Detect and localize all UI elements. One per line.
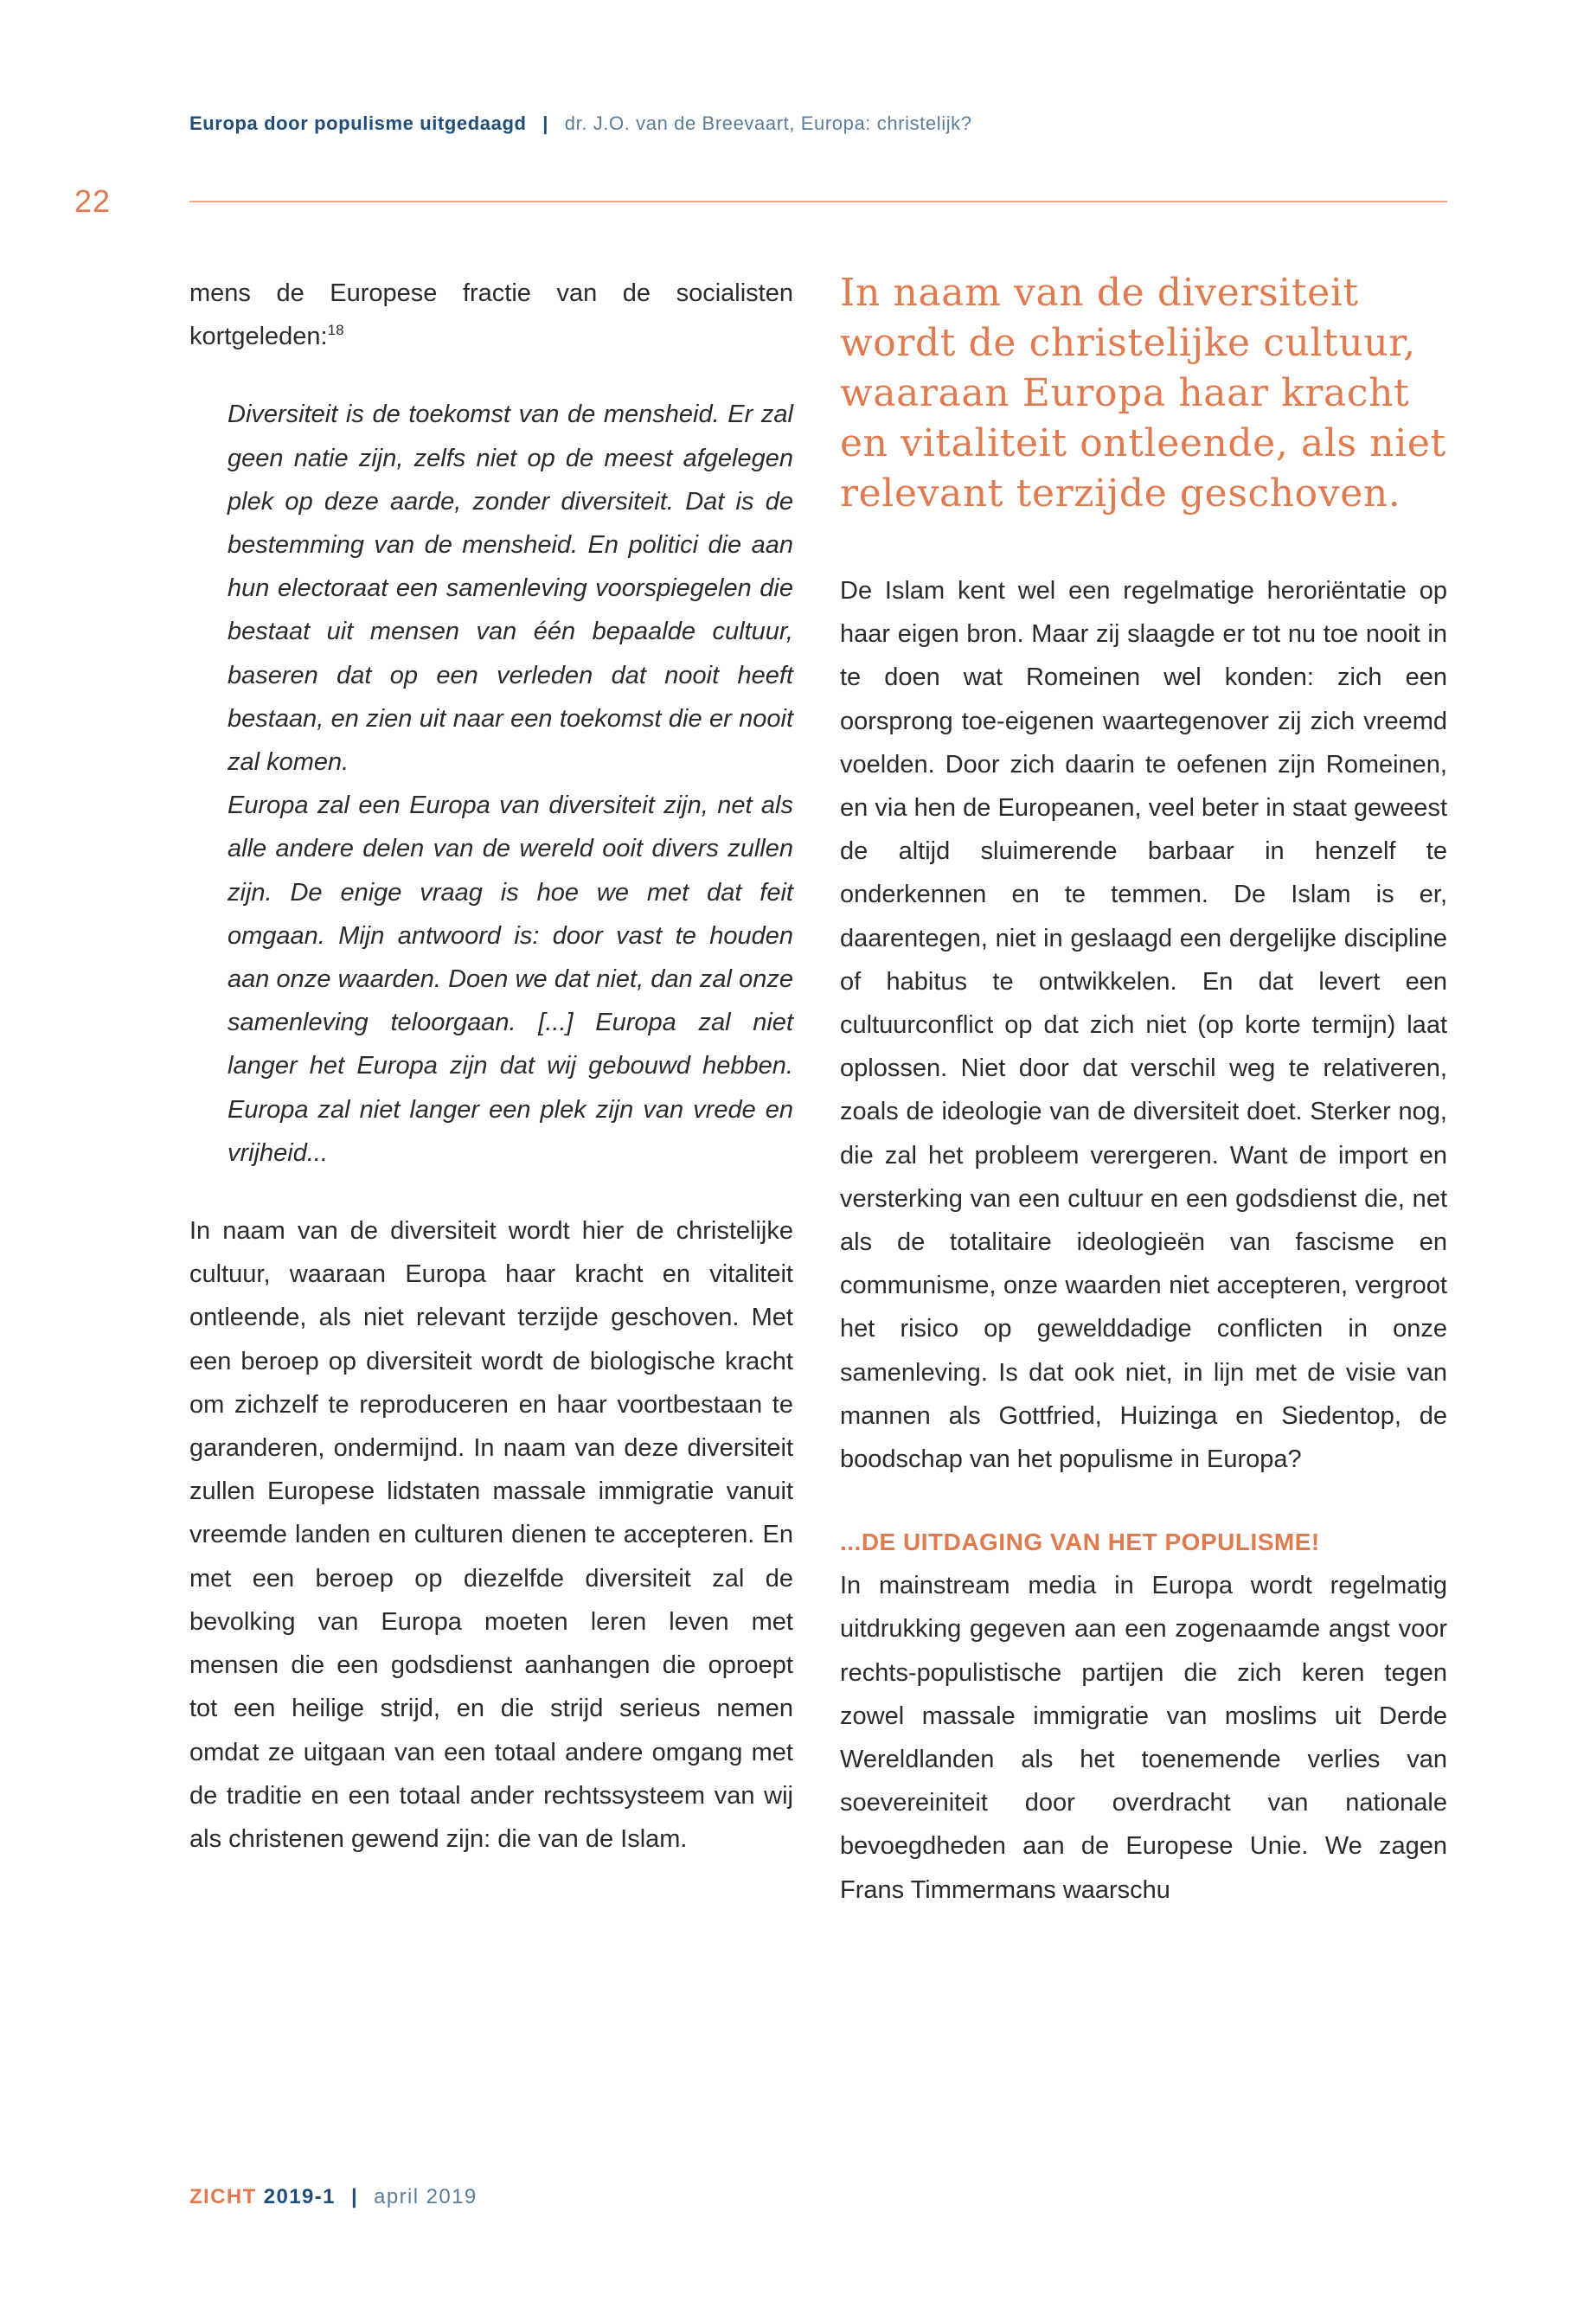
footer-issue: 2019-1 xyxy=(263,2185,336,2208)
intro-text-content: mens de Europese fractie van de socialisten kortgeleden: xyxy=(189,279,793,351)
pull-quote: In naam van de diversiteit wordt de christelijke cultuur, waaraan Europa haar kracht en vitaliteit ontleende, als niet relevant terzijde geschoven. xyxy=(840,271,1446,516)
intro-text xyxy=(189,272,793,358)
block-quote xyxy=(228,393,793,1175)
right-paragraph-2: In mainstream media in Europa wordt regelmatig uitdrukking gegeven aan een zogenaamde angst voor rechts-populistische partijen die zich keren tegen zowel massale immigratie van moslims uit Derde Wereldlanden als het toenemende verlies van soevereiniteit door overdracht van nationale bevoegdheden aan de Europese Unie. We zagen Frans Timmermans waarschu xyxy=(840,1572,1447,1904)
footer-magazine: ZICHT xyxy=(189,2185,257,2208)
left-paragraph: In naam van de diversiteit wordt hier de christelijke cultuur, waaraan Europa haar kracht en vitaliteit ontleende, als niet relevant terzijde geschoven. Met een beroep op diversiteit wordt de biologische kracht om zichzelf te reproduceren en haar voortbestaan te garanderen, ondermijnd. In naam van deze diversiteit zullen Europese lidstaten massale immigratie vanuit vreemde landen en culturen dienen te accepteren. En met een beroep op diezelfde diversiteit zal de bevolking van Europa moeten leren leven met mensen die een godsdienst aanhangen die oproept tot een heilige strijd, en die strijd serieus nemen omdat ze uitgaan van een totaal andere omgang met de traditie en een totaal ander rechtssysteem van wij als christenen gewend zijn: die van de Islam. xyxy=(189,1217,793,1853)
header-title: Europa door populisme uitgedaagd xyxy=(189,112,527,134)
footer-separator: | xyxy=(350,2185,359,2208)
right-paragraph-1: De Islam kent wel een regelmatige heroriëntatie op haar eigen bron. Maar zij slaagde er tot nu toe nooit in te doen wat Romeinen wel konden: zich een oorsprong toe-eigenen waartegenover zij zich vreemd voelden. Door zich daarin te oefenen zijn Romeinen, en via hen de Europeanen, veel beter in staat geweest de altijd sluimerende barbaar in henzelf te onderkennen en te temmen. De Islam is er, daarentegen, niet in geslaagd een dergelijke discipline of habitus te ontwikkelen. En dat levert een cultuurconflict op dat zich niet (op korte termijn) laat oplossen. Niet door dat verschil weg te relativeren, zoals de ideologie van de diversiteit doet. Sterker nog, die zal het probleem verergeren. Want de import en versterking van een cultuur en een godsdienst die, net als de totalitaire ideologieën van fascisme en communisme, onze waarden niet accepteren, vergroot het risico op gewelddadige conflicten in onze samenleving. Is dat ook niet, in lijn met de visie van mannen als Gottfried, Huizinga en Siedentop, de boodschap van het populisme in Europa? xyxy=(840,577,1447,1474)
header-rule xyxy=(189,201,1447,202)
section-heading: ...DE UITDAGING VAN HET POPULISME! xyxy=(840,1529,1320,1556)
running-header xyxy=(189,112,972,135)
page-number: 22 xyxy=(74,183,112,219)
left-column xyxy=(189,272,793,1861)
header-subtitle: dr. J.O. van de Breevaart, Europa: christelijk? xyxy=(564,112,972,134)
footer xyxy=(189,2185,478,2209)
footnote-marker: 18 xyxy=(327,322,344,339)
quote-part-2: Europa zal een Europa van diversiteit zijn, net als alle andere delen van de wereld ooit divers zullen zijn. De enige vraag is hoe we met dat feit omgaan. Mijn antwoord is: door vast te houden aan onze waarden. Doen we dat niet, dan zal onze samenleving teloorgaan. [...] Europa zal niet langer het Europa zijn dat wij gebouwd hebben. Europa zal niet langer een plek zijn van vrede en vrijheid... xyxy=(228,792,793,1167)
right-column xyxy=(840,268,1447,1912)
header-separator: | xyxy=(542,112,549,134)
quote-part-1: Diversiteit is de toekomst van de mensheid. Er zal geen natie zijn, zelfs niet op de meest afgelegen plek op deze aarde, zonder diversiteit. Dat is de bestemming van de mensheid. En politici die aan hun electoraat een samenleving voorspiegelen die bestaat uit mensen van één bepaalde cultuur, baseren dat op een verleden dat nooit heeft bestaan, en zien uit naar een toekomst die er nooit zal komen. xyxy=(228,401,793,777)
footer-date: april 2019 xyxy=(374,2185,478,2208)
